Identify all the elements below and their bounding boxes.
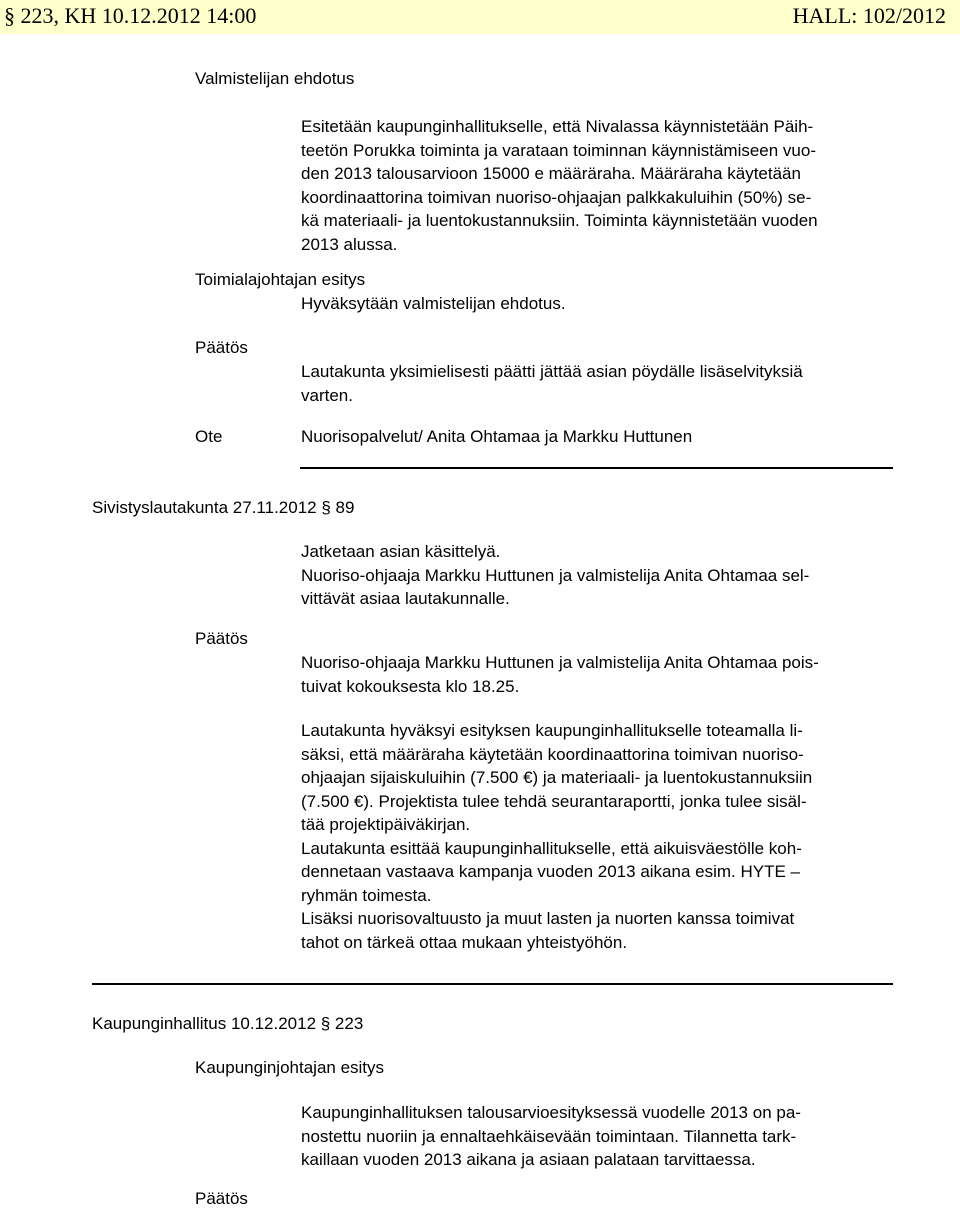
header-document-ref: HALL: 102/2012 xyxy=(792,3,946,28)
paatos-2-para2 xyxy=(301,719,812,954)
text-line: Lautakunta yksimielisesti päätti jättää asian pöydälle lisäselvityksiä xyxy=(301,362,803,381)
text-line: tahot on tärkeä ottaa mukaan yhteistyöhön. xyxy=(301,932,628,952)
text-line: Lisäksi nuorisovaltuusto ja muut lasten ja nuorten kanssa toimivat xyxy=(301,909,795,928)
label-paatos-3: Päätös xyxy=(195,1189,248,1208)
kaupunginjohtajan-esitys-text xyxy=(301,1101,801,1172)
text-line: vittävät asiaa lautakunnalle. xyxy=(301,589,510,608)
text-line: Nuoriso-ohjaaja Markku Huttunen ja valmistelija Anita Ohtamaa sel- xyxy=(301,565,810,585)
page-header xyxy=(0,0,960,34)
sivistyslautakunta-intro xyxy=(301,540,809,611)
ote-text: Nuorisopalvelut/ Anita Ohtamaa ja Markku Huttunen xyxy=(301,427,693,446)
text-line: kaillaan vuoden 2013 aikana ja asiaan palataan tarvittaessa. xyxy=(301,1150,756,1169)
text-line: 2013 alussa. xyxy=(301,234,398,254)
text-line: tää projektipäiväkirjan. xyxy=(301,815,471,834)
text-line: nostettu nuoriin ja ennaltaehkäisevään toimintaan. Tilannetta tark- xyxy=(301,1126,797,1146)
heading-kaupunginhallitus: Kaupunginhallitus 10.12.2012 § 223 xyxy=(92,1014,364,1033)
text-line: säksi, että määräraha käytetään koordinaattorina toimivan nuoriso- xyxy=(301,744,804,764)
text-line: den 2013 talousarvioon 15000 e määräraha. Määräraha käytetään xyxy=(301,164,801,183)
text-line: Esitetään kaupunginhallitukselle, että Nivalassa käynnistetään Päih- xyxy=(301,117,814,136)
text-line: Jatketaan asian käsittelyä. xyxy=(301,542,501,561)
text-line: varten. xyxy=(301,385,353,405)
text-line: tuivat kokouksesta klo 18.25. xyxy=(301,676,520,696)
divider-line xyxy=(92,983,893,985)
text-line: ryhmän toimesta. xyxy=(301,885,432,905)
divider-line xyxy=(300,467,893,469)
text-line: kä materiaali- ja luentokustannuksiin. Toiminta käynnistetään vuoden xyxy=(301,211,818,230)
label-toimialajohtajan-esitys: Toimialajohtajan esitys xyxy=(195,270,366,289)
text-line: Lautakunta esittää kaupunginhallitukselle, että aikuisväestölle koh- xyxy=(301,838,802,858)
text-line: teetön Porukka toiminta ja varataan toiminnan käynnistämiseen vuo- xyxy=(301,140,817,160)
text-line: dennetaan vastaava kampanja vuoden 2013 aikana esim. HYTE – xyxy=(301,862,800,881)
text-line: (7.500 €). Projektista tulee tehdä seurantaraportti, jonka tulee sisäl- xyxy=(301,791,807,811)
label-paatos-2: Päätös xyxy=(195,629,248,648)
heading-sivistyslautakunta: Sivistyslautakunta 27.11.2012 § 89 xyxy=(92,498,355,517)
text-line: koordinaattorina toimivan nuoriso-ohjaajan palkkakuluihin (50%) se- xyxy=(301,187,812,207)
label-kaupunginjohtajan-esitys: Kaupunginjohtajan esitys xyxy=(195,1058,385,1077)
label-paatos-1: Päätös xyxy=(195,338,248,357)
toimialajohtajan-esitys-text: Hyväksytään valmistelijan ehdotus. xyxy=(301,294,566,313)
text-line: ohjaajan sijaiskuluihin (7.500 €) ja materiaali- ja luentokustannuksiin xyxy=(301,768,813,787)
text-line: Nuoriso-ohjaaja Markku Huttunen ja valmistelija Anita Ohtamaa pois- xyxy=(301,653,819,672)
paatos-2-para1 xyxy=(301,651,819,698)
label-ote: Ote xyxy=(195,427,223,446)
paatos-1-text xyxy=(301,360,803,407)
text-line: Lautakunta hyväksyi esityksen kaupunginhallitukselle toteamalla li- xyxy=(301,721,803,740)
header-section-ref: § 223, KH 10.12.2012 14:00 xyxy=(4,3,257,28)
text-line: Kaupunginhallituksen talousarvioesityksessä vuodelle 2013 on pa- xyxy=(301,1103,801,1122)
valmistelijan-ehdotus-text xyxy=(301,115,818,256)
label-valmistelijan-ehdotus: Valmistelijan ehdotus xyxy=(195,69,355,88)
